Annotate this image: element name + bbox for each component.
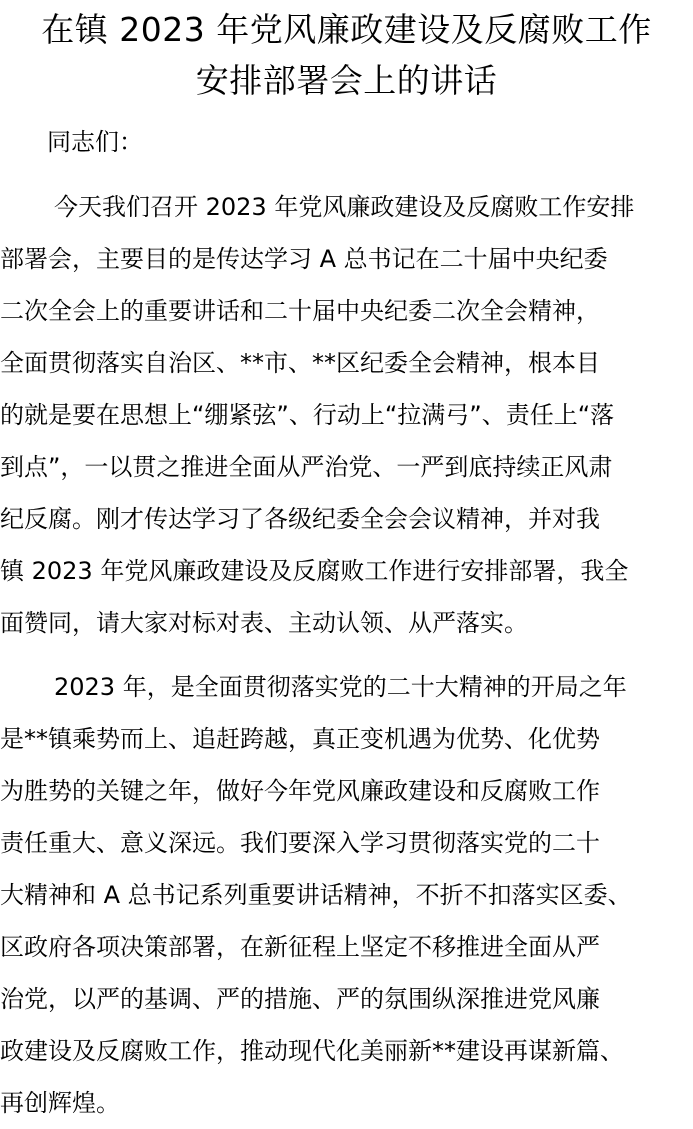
paragraph-2-line-4: 责任重大、意义深远。我们要深入学习贯彻落实党的二十 [0,829,600,857]
paragraph-2 [0,661,693,1129]
title-line-2: 安排部署会上的讲话 [195,61,498,100]
paragraph-1 [0,181,693,649]
paragraph-1-line-5: 的就是要在思想上“绷紧弦”、行动上“拉满弓”、责任上“落 [0,401,615,429]
paragraph-1-line-8: 镇 2023 年党风廉政建设及反腐败工作进行安排部署，我全 [0,557,629,585]
paragraph-2-line-7: 治党，以严的基调、严的措施、严的氛围纵深推进党风廉 [0,985,600,1013]
paragraph-2-line-5: 大精神和 A 总书记系列重要讲话精神，不折不扣落实区委、 [0,881,632,909]
paragraph-2-line-2: 是**镇乘势而上、追赶跨越，真正变机遇为优势、化优势 [0,725,600,753]
paragraph-2-line-6: 区政府各项决策部署，在新征程上坚定不移推进全面从严 [0,933,600,961]
document-title [0,4,693,106]
paragraph-1-line-7: 纪反腐。刚才传达学习了各级纪委全会会议精神，并对我 [0,505,600,533]
paragraph-1-line-6: 到点”，一以贯之推进全面从严治党、一严到底持续正风肃 [0,453,613,481]
paragraph-2-line-9: 再创辉煌。 [0,1089,120,1117]
paragraph-2-line-8: 政建设及反腐败工作，推动现代化美丽新**建设再谋新篇、 [0,1037,624,1065]
paragraph-1-line-9: 面赞同，请大家对标对表、主动认领、从严落实。 [0,609,528,637]
title-line-1: 在镇 2023 年党风廉政建设及反腐败工作 [41,10,652,49]
greeting: 同志们： [47,128,143,156]
paragraph-1-line-1: 今天我们召开 2023 年党风廉政建设及反腐败工作安排 [54,193,635,221]
paragraph-1-line-3: 二次全会上的重要讲话和二十届中央纪委二次全会精神， [0,297,600,325]
paragraph-1-line-2: 部署会，主要目的是传达学习 A 总书记在二十届中央纪委 [0,245,608,273]
paragraph-1-line-4: 全面贯彻落实自治区、**市、**区纪委全会精神，根本目 [0,349,600,377]
paragraph-2-line-1: 2023 年，是全面贯彻落实党的二十大精神的开局之年 [54,673,627,701]
paragraph-2-line-3: 为胜势的关键之年，做好今年党风廉政建设和反腐败工作 [0,777,600,805]
